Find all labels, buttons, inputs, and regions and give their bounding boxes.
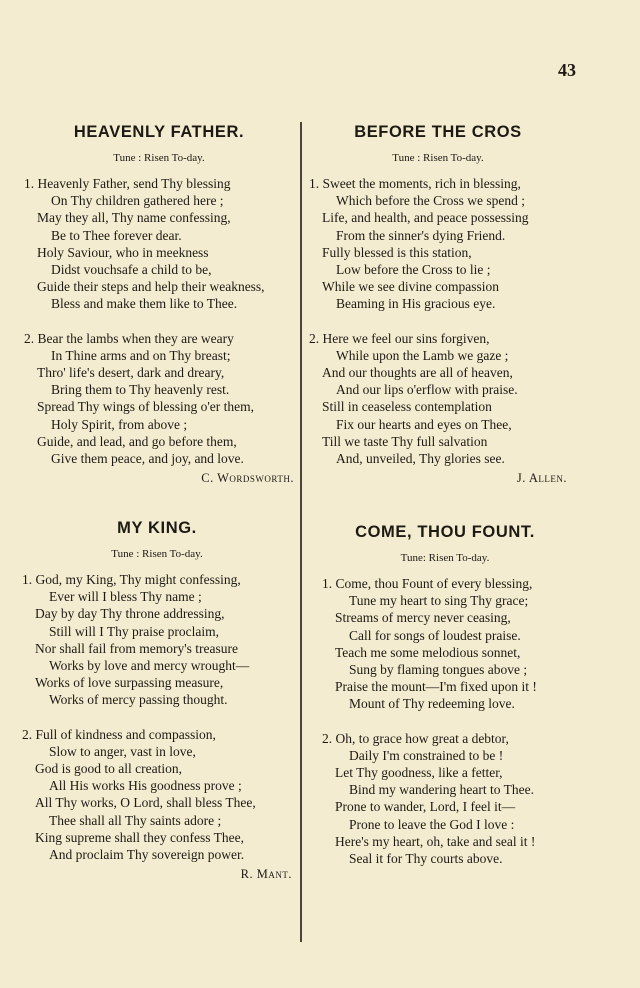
hymn-verses [22,571,292,883]
verse-line: From the sinner's dying Friend. [336,227,506,243]
verse-line: Here's my heart, oh, take and seal it ! [335,833,536,849]
hymn-my-king [22,517,292,883]
verse-line: Guide, and lead, and go before them, [37,433,237,449]
hymn-verses [24,175,294,487]
column-divider [300,122,302,942]
verse-2 [309,330,567,468]
verse-line: Call for songs of loudest praise. [349,627,521,643]
hymn-come-thou-fount [322,521,568,884]
verse-line: Seal it for Thy courts above. [349,851,503,867]
hymn-author: J. Allen. [516,471,567,486]
hymn-verses [322,575,568,867]
verse-1 [22,571,292,709]
verse-line: Slow to anger, vast in love, [49,743,196,759]
verse-line: Sung by flaming tongues above ; [349,662,528,678]
verse-line: Daily I'm constrained to be ! [349,747,504,763]
verse-line: Ever will I bless Thy name ; [49,589,202,605]
verse-1 [24,175,294,313]
verse-1 [322,575,568,713]
verse-line: Fully blessed is this station, [322,244,472,260]
verse-line: Life, and health, and peace possessing [322,210,529,226]
verse-line: In Thine arms and on Thy breast; [51,347,231,363]
verse-line: May they all, Thy name confessing, [37,210,231,226]
hymn-tune: Tune : Risen To-day. [392,152,484,164]
hymn-author: R. Mant. [240,867,292,882]
hymn-heavenly-father [24,121,294,487]
verse-line: Let Thy goodness, like a fetter, [335,765,503,781]
verse-line: 1. Heavenly Father, send Thy blessing [24,176,231,191]
page-number: 43 [558,60,576,80]
verse-line: 2. Here we feel our sins forgiven, [309,330,490,346]
verse-line: Tune my heart to sing Thy grace; [349,593,529,609]
hymn-author: C. Wordsworth. [201,471,294,486]
verse-line: Which before the Cross we spend ; [336,193,525,209]
verse-line: Still in ceaseless contemplation [322,399,492,415]
verse-line: Mount of Thy redeeming love. [349,696,515,712]
verse-line: 2. Full of kindness and compassion, [22,726,216,742]
verse-2 [24,330,294,468]
verse-line: Give them peace, and joy, and love. [51,451,244,467]
verse-line: Nor shall fail from memory's treasure [35,640,238,656]
hymn-tune: Tune : Risen To-day. [111,548,203,560]
verse-line: 1. Come, thou Fount of every blessing, [322,576,533,591]
verse-line: Low before the Cross to lie ; [336,262,491,278]
verse-line: Holy Spirit, from above ; [51,416,188,432]
verse-line: On Thy children gathered here ; [51,193,224,209]
verse-line: King supreme shall they confess Thee, [35,829,244,845]
verse-line: And our lips o'erflow with praise. [336,382,518,398]
verse-line: Bless and make them like to Thee. [51,296,238,312]
verse-line: Bring them to Thy heavenly rest. [51,382,230,398]
verse-line: God is good to all creation, [35,761,182,777]
verse-line: And our thoughts are all of heaven, [322,365,513,381]
hymn-title: MY KING. [117,519,197,537]
verse-line: All Thy works, O Lord, shall bless Thee, [35,795,256,811]
verse-line: Guide their steps and help their weakness, [37,279,265,295]
verse-line: Streams of mercy never ceasing, [335,610,511,626]
verse-line: Teach me some melodious sonnet, [335,644,521,660]
verse-line: 1. Sweet the moments, rich in blessing, [309,176,521,191]
verse-line: And, unveiled, Thy glories see. [336,451,505,467]
verse-line: While we see divine compassion [322,279,499,295]
verse-1 [309,175,567,313]
verse-line: Bind my wandering heart to Thee. [349,782,534,798]
verse-line: Thee shall all Thy saints adore ; [49,812,222,828]
verse-line: Beaming in His gracious eye. [336,296,496,312]
verse-line: Didst vouchsafe a child to be, [51,262,212,278]
verse-2 [322,730,568,868]
hymn-verses [309,175,567,487]
verse-2 [22,726,292,864]
verse-line: 2. Oh, to grace how great a debtor, [322,730,509,746]
verse-line: Still will I Thy praise proclaim, [49,623,219,639]
verse-line: Works of love surpassing measure, [35,675,224,691]
verse-line: While upon the Lamb we gaze ; [336,347,509,363]
hymn-tune: Tune: Risen To-day. [400,552,490,564]
hymn-title: HEAVENLY FATHER. [73,123,245,141]
verse-line: 2. Bear the lambs when they are weary [24,330,234,346]
verse-line: Day by day Thy throne addressing, [35,606,225,622]
hymn-tune: Tune : Risen To-day. [113,152,205,164]
verse-line: Prone to wander, Lord, I feel it— [335,799,516,815]
verse-line: Prone to leave the God I love : [349,816,515,832]
hymn-title: BEFORE THE CROS [354,123,522,141]
verse-line: And proclaim Thy sovereign power. [49,847,245,863]
hymn-title: COME, THOU FOUNT. [355,523,535,541]
verse-line: Spread Thy wings of blessing o'er them, [37,399,255,415]
verse-line: Till we taste Thy full salvation [322,433,488,449]
verse-line: Thro' life's desert, dark and dreary, [37,365,225,381]
verse-line: All His works His goodness prove ; [49,778,242,794]
verse-line: Fix our hearts and eyes on Thee, [336,416,512,432]
verse-line: Holy Saviour, who in meekness [37,244,209,260]
hymn-before-the-cross [309,121,567,487]
verse-line: Works by love and mercy wrought— [49,658,250,674]
verse-line: Be to Thee forever dear. [51,227,182,243]
verse-line: Works of mercy passing thought. [49,692,228,708]
verse-line: Praise the mount—I'm fixed upon it ! [335,679,537,695]
verse-line: 1. God, my King, Thy might confessing, [22,572,241,587]
